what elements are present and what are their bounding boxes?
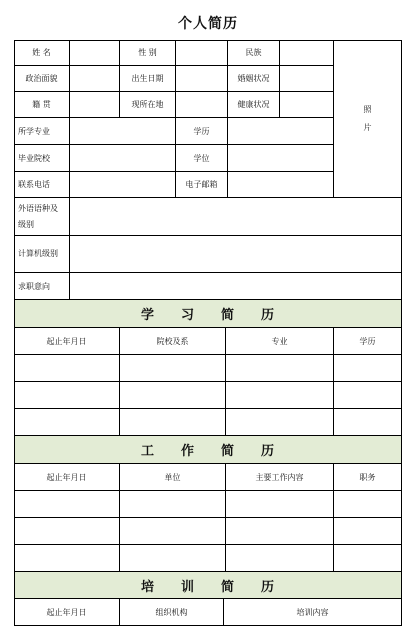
page-title: 个人简历 (178, 16, 238, 32)
major-field[interactable] (70, 118, 176, 145)
study-header-major: 专业 (226, 328, 334, 355)
label-degree: 学位 (176, 145, 228, 172)
training-header-content: 培训内容 (224, 599, 402, 626)
label-residence: 现所在地 (120, 92, 176, 118)
label-gender: 性 别 (120, 40, 176, 66)
training-header-organization: 组织机构 (120, 599, 224, 626)
work-cell[interactable] (226, 518, 334, 545)
work-cell[interactable] (226, 491, 334, 518)
label-health: 健康状况 (228, 92, 280, 118)
training-char-3: 简 (220, 579, 234, 595)
label-ethnicity: 民族 (228, 40, 280, 66)
photo-label-1: 照 (363, 104, 372, 114)
ethnicity-field[interactable] (280, 40, 334, 66)
work-cell[interactable] (120, 491, 226, 518)
phone-field[interactable] (70, 172, 176, 198)
study-char-4: 历 (260, 308, 274, 323)
study-char-2: 习 (180, 308, 194, 323)
work-char-2: 作 (180, 444, 194, 459)
label-birth: 出生日期 (120, 66, 176, 92)
study-char-3: 简 (220, 308, 234, 323)
work-header-position: 职务 (334, 464, 402, 491)
label-computer: 计算机级别 (14, 236, 70, 273)
study-cell[interactable] (226, 355, 334, 382)
email-field[interactable] (228, 172, 334, 198)
label-intention: 求职意向 (14, 273, 70, 300)
work-cell[interactable] (334, 518, 402, 545)
work-cell[interactable] (14, 518, 120, 545)
work-section-header (14, 436, 402, 464)
label-name: 姓 名 (14, 40, 70, 66)
study-char-1: 学 (140, 308, 154, 323)
study-cell[interactable] (226, 409, 334, 436)
computer-field[interactable] (70, 236, 402, 273)
education-field[interactable] (228, 118, 334, 145)
work-header-duties: 主要工作内容 (226, 464, 334, 491)
label-school: 毕业院校 (14, 145, 70, 172)
label-marital: 婚姻状况 (228, 66, 280, 92)
political-field[interactable] (70, 66, 120, 92)
birth-field[interactable] (176, 66, 228, 92)
work-header-unit: 单位 (120, 464, 226, 491)
language-field[interactable] (70, 198, 402, 236)
study-cell[interactable] (14, 382, 120, 409)
residence-field[interactable] (176, 92, 228, 118)
training-header-period: 起止年月日 (14, 599, 120, 626)
work-cell[interactable] (334, 545, 402, 572)
label-phone: 联系电话 (14, 172, 70, 198)
study-header-school: 院校及系 (120, 328, 226, 355)
label-language: 外语语种及级别 (14, 198, 70, 236)
study-cell[interactable] (120, 382, 226, 409)
work-cell[interactable] (226, 545, 334, 572)
photo-area[interactable] (334, 40, 402, 198)
label-political: 政治面貌 (14, 66, 70, 92)
training-char-4: 历 (260, 579, 274, 595)
school-field[interactable] (70, 145, 176, 172)
study-cell[interactable] (226, 382, 334, 409)
intention-field[interactable] (70, 273, 402, 300)
label-native: 籍 贯 (14, 92, 70, 118)
label-major: 所学专业 (14, 118, 70, 145)
health-field[interactable] (280, 92, 334, 118)
study-section-header (14, 300, 402, 328)
study-cell[interactable] (14, 409, 120, 436)
degree-field[interactable] (228, 145, 334, 172)
native-field[interactable] (70, 92, 120, 118)
work-char-4: 历 (260, 444, 274, 459)
study-header-education: 学历 (334, 328, 402, 355)
study-cell[interactable] (334, 382, 402, 409)
work-char-3: 简 (220, 444, 234, 459)
work-header-period: 起止年月日 (14, 464, 120, 491)
study-cell[interactable] (120, 409, 226, 436)
gender-field[interactable] (176, 40, 228, 66)
work-cell[interactable] (120, 518, 226, 545)
work-char-1: 工 (140, 444, 154, 459)
work-cell[interactable] (14, 545, 120, 572)
study-cell[interactable] (14, 355, 120, 382)
training-char-1: 培 (140, 579, 154, 595)
study-cell[interactable] (334, 409, 402, 436)
training-section-header (14, 572, 402, 599)
photo-label-2: 片 (363, 122, 372, 132)
study-header-period: 起止年月日 (14, 328, 120, 355)
study-cell[interactable] (334, 355, 402, 382)
label-education: 学历 (176, 118, 228, 145)
work-cell[interactable] (120, 545, 226, 572)
study-cell[interactable] (120, 355, 226, 382)
name-field[interactable] (70, 40, 120, 66)
marital-field[interactable] (280, 66, 334, 92)
work-cell[interactable] (334, 491, 402, 518)
training-char-2: 训 (180, 579, 194, 595)
work-cell[interactable] (14, 491, 120, 518)
label-email: 电子邮箱 (176, 172, 228, 198)
